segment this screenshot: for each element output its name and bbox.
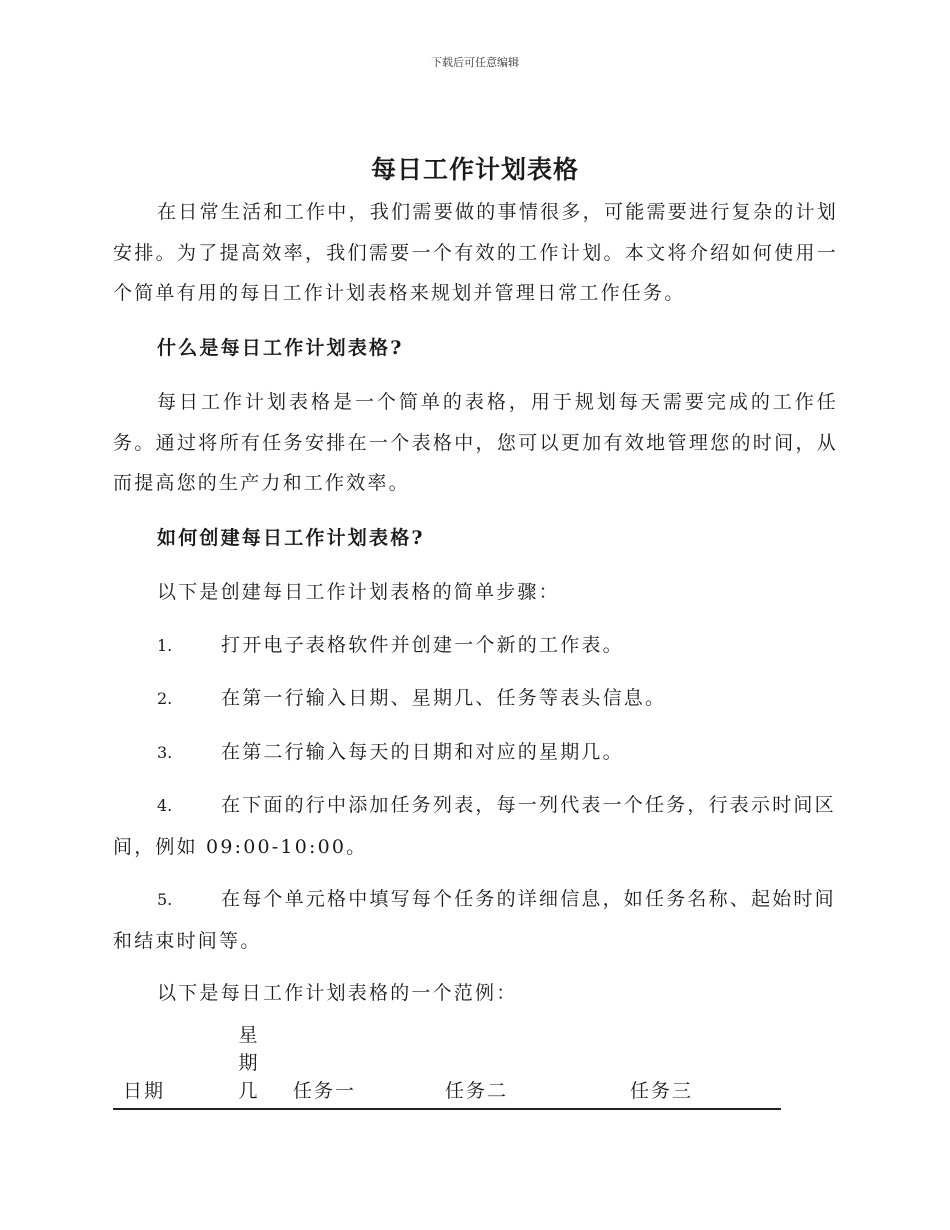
step-number: 5. [157, 890, 173, 909]
step-text: 在第二行输入每天的日期和对应的星期几。 [221, 740, 624, 763]
step-number: 2. [157, 689, 173, 708]
step-text: 打开电子表格软件并创建一个新的工作表。 [221, 633, 624, 656]
list-item [113, 879, 838, 961]
section-heading-how: 如何创建每日工作计划表格? [157, 526, 425, 549]
example-intro: 以下是每日工作计划表格的一个范例： [157, 982, 518, 1004]
steps-list [113, 625, 838, 962]
section-heading-what: 什么是每日工作计划表格? [157, 336, 404, 359]
table-header-cell: 星期几 [238, 1024, 260, 1102]
step-text: 在每个单元格中填写每个任务的详细信息，如任务名称、起始时间和结束时间等。 [113, 888, 836, 952]
step-text: 在下面的行中添加任务列表，每一列代表一个任务，行表示时间区间，例如 09:00-10:00。 [113, 794, 836, 858]
schedule-table [113, 1022, 781, 1110]
step-number: 4. [157, 796, 173, 815]
list-item [113, 678, 838, 720]
intro-paragraph: 在日常生活和工作中，我们需要做的事情很多，可能需要进行复杂的计划安排。为了提高效率，我们需要一个有效的工作计划。本文将介绍如何使用一个简单有用的每日工作计划表格来规划并管理日常工作任务。 [113, 201, 838, 304]
list-item [113, 625, 838, 667]
step-number: 3. [157, 742, 173, 762]
page-header-note: 下载后可任意编辑 [431, 56, 519, 69]
definition-paragraph: 每日工作计划表格是一个简单的表格，用于规划每天需要完成的工作任务。通过将所有任务安排在一个表格中，您可以更加有效地管理您的时间，从而提高您的生产力和工作效率。 [113, 391, 838, 494]
list-item [113, 732, 838, 774]
list-item [113, 785, 838, 867]
document-body [113, 192, 838, 1014]
step-number: 1. [157, 635, 173, 655]
steps-intro: 以下是创建每日工作计划表格的简单步骤： [157, 581, 560, 603]
step-text: 在第一行输入日期、星期几、任务等表头信息。 [221, 687, 667, 709]
table-header-cell: 任务三 [630, 1080, 694, 1102]
table-header-cell: 日期 [123, 1080, 166, 1102]
table-header-cell: 任务二 [445, 1080, 509, 1102]
document-title: 每日工作计划表格 [370, 155, 579, 184]
table-header-cell: 任务一 [293, 1080, 357, 1102]
